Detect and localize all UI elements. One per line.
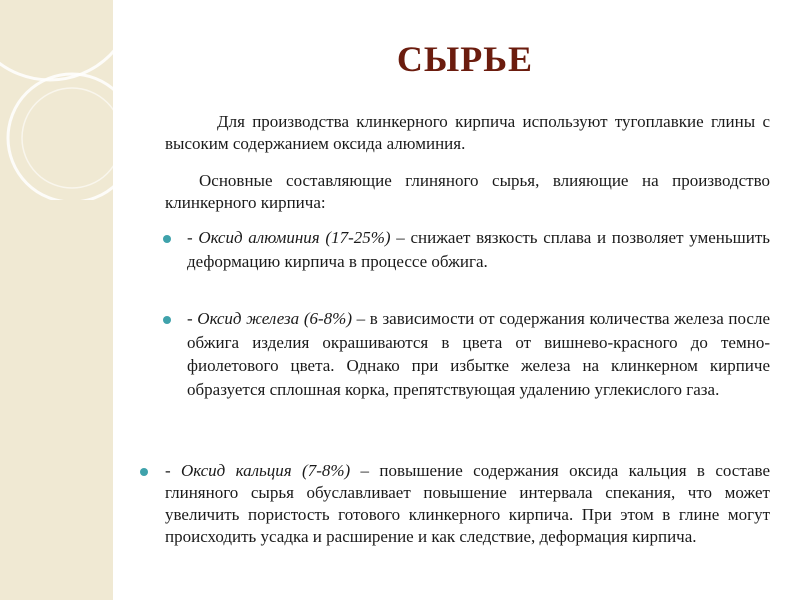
item-text: – повышение содержания оксида кальция в составе глиняного сырья обуславливает повышение интервала спекания, что может увеличить пористость готового клинкерного кирпича. При этом в глине могут происходить усадка и расширение и как следствие, деформация кирпича.: [165, 461, 770, 546]
decorative-rings: [0, 0, 160, 200]
bullet-icon: [140, 468, 148, 476]
bullet-icon: [163, 235, 171, 243]
list-item: [165, 460, 770, 548]
item-text: – снижает вязкость сплава и позволяет уменьшить деформацию кирпича в процессе обжига.: [187, 228, 771, 271]
item-name: - Оксид кальция (7-8%): [165, 461, 351, 480]
list-item: [187, 226, 770, 273]
components-intro-paragraph: Основные составляющие глиняного сырья, влияющие на производство клинкерного кирпича:: [165, 171, 770, 212]
intro-paragraph: Для производства клинкерного кирпича используют тугоплавкие глины с высоким содержанием оксида алюминия.: [165, 112, 770, 153]
list-item: [187, 307, 770, 401]
item-name: - Оксид алюминия (17-25%): [187, 228, 391, 247]
item-name: - Оксид железа (6-8%): [187, 309, 352, 328]
item-text: – в зависимости от содержания количества железа после обжига изделия окрашиваются в цвета от вишнево-красного до темно-фиолетового цвета. Однако при избытке железа на клинкерном кирпиче образуется сплошная корка, препятствующая удалению углекислого газа.: [187, 309, 770, 399]
slide-title: СЫРЬЕ: [396, 39, 534, 79]
bullet-icon: [163, 316, 171, 324]
